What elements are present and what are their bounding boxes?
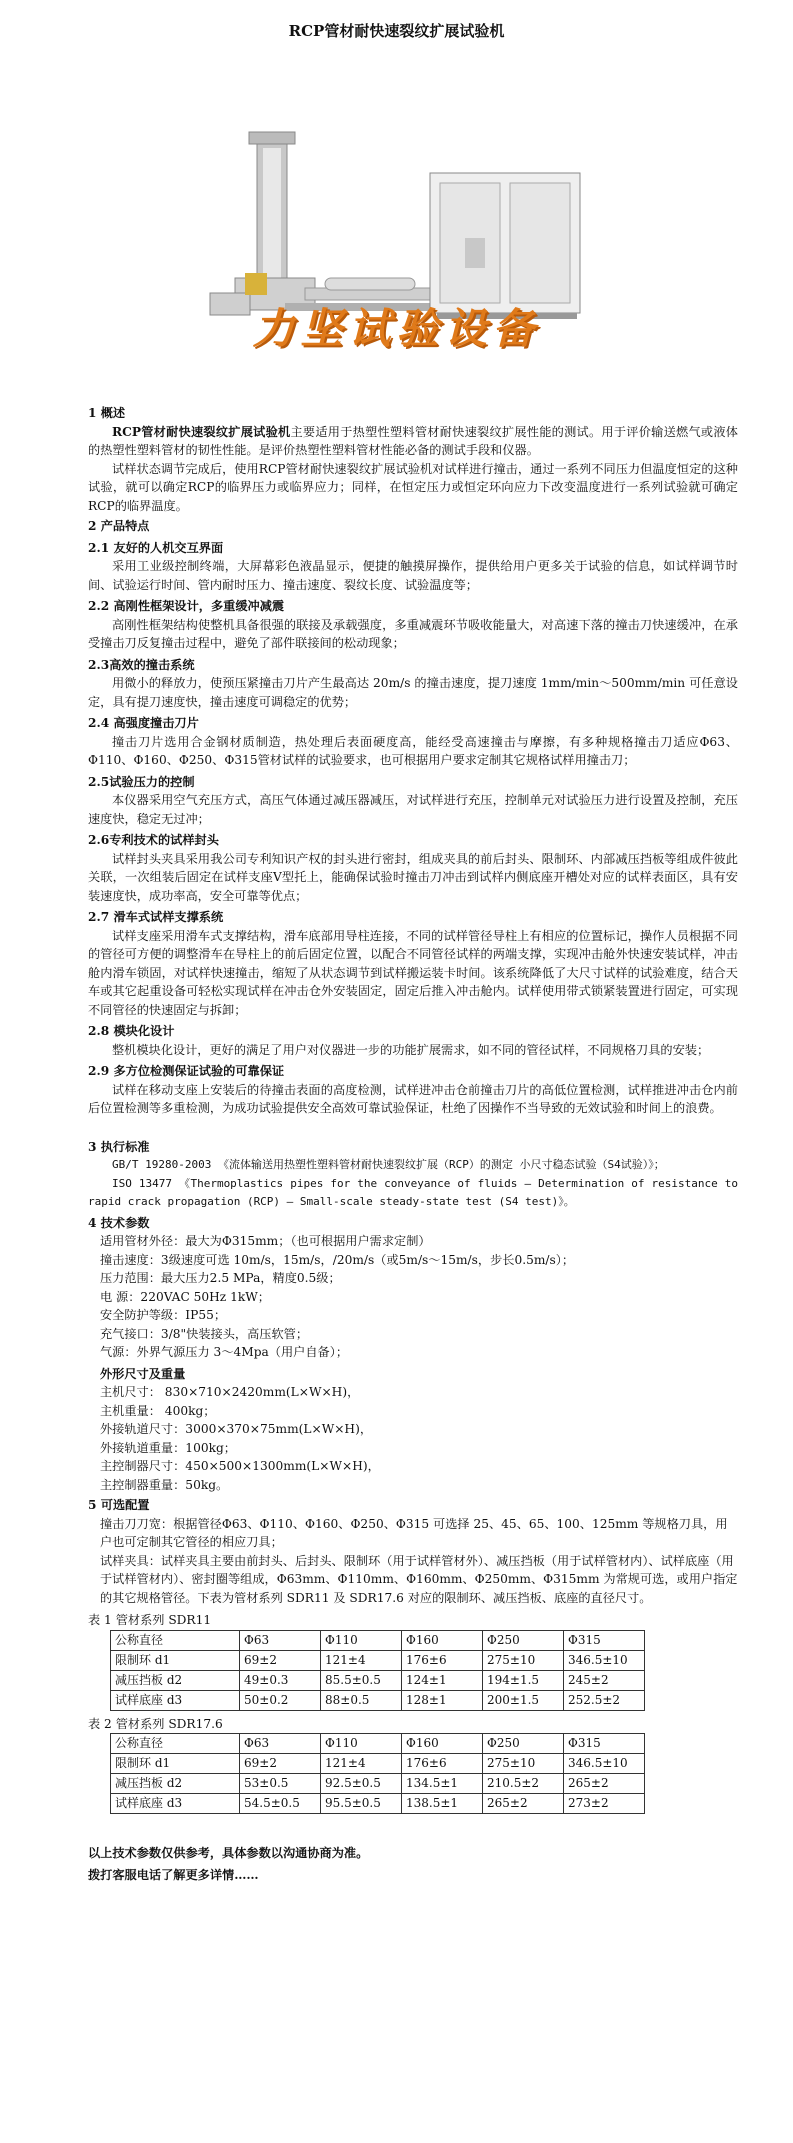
table-cell: 69±2: [240, 1650, 321, 1670]
feature-heading: 2.6专利技术的试样封头: [88, 833, 219, 847]
table-cell: 275±10: [483, 1650, 564, 1670]
table-row: [111, 1670, 645, 1690]
feature-heading: 2.9 多方位检测保证试验的可靠保证: [88, 1064, 285, 1078]
table-sdr17-6: [110, 1733, 645, 1814]
table-cell: 121±4: [321, 1754, 402, 1774]
param-line: 安全防护等级：IP55；: [100, 1308, 227, 1322]
feature-heading: 2.4 高强度撞击刀片: [88, 716, 199, 730]
table-cell: 92.5±0.5: [321, 1774, 402, 1794]
feature-text: 撞击刀片选用合金钢材质制造，热处理后表面硬度高，能经受高速撞击与摩擦，有多种规格撞击刀适应Φ63、Φ110、Φ160、Φ250、Φ315管材试样的试验要求，也可根据用户要求定制其它规格试样用撞击刀；: [88, 734, 738, 767]
overview-paragraph-1: [88, 423, 738, 460]
table-cell: Φ250: [483, 1630, 564, 1650]
table-cell: 限制环 d1: [111, 1650, 240, 1670]
feature-text: 试样封头夹具采用我公司专利知识产权的封头进行密封，组成夹具的前后封头、限制环、内部减压挡板等组成件彼此关联，一次组装后固定在试样支座Ⅴ型托上，能确保试验时撞击刀冲击到试样内侧底座开槽处对应的试样表面区，具有安装速度快，成功率高，安全可靠等优点；: [88, 851, 738, 903]
table-cell: 限制环 d1: [111, 1754, 240, 1774]
table-cell: Φ315: [564, 1630, 645, 1650]
table-cell: 85.5±0.5: [321, 1670, 402, 1690]
dimensions-heading: 外形尺寸及重量: [100, 1366, 186, 1381]
table-cell: 134.5±1: [402, 1774, 483, 1794]
dimension-line: 主控制器重量：50kg。: [100, 1477, 229, 1492]
table-cell: 273±2: [564, 1794, 645, 1814]
dimension-line: 主机尺寸： 830×710×2420mm(L×W×H)，: [100, 1385, 360, 1399]
option-knife: 撞击刀刀宽：根据管径Φ63、Φ110、Φ160、Φ250、Φ315 可选择 25、45、65、100、125mm 等规格刀具，用户也可定制其它管径的相应刀具；: [100, 1516, 728, 1549]
table-row: [111, 1650, 645, 1670]
table-header-row: [111, 1734, 645, 1754]
table-cell: 公称直径: [111, 1734, 240, 1754]
table-cell: 124±1: [402, 1670, 483, 1690]
feature-heading: 2.2 高刚性框架设计，多重缓冲减震: [88, 599, 285, 613]
table-cell: Φ110: [321, 1630, 402, 1650]
table-cell: 53±0.5: [240, 1774, 321, 1794]
table-cell: 252.5±2: [564, 1690, 645, 1710]
table-cell: 245±2: [564, 1670, 645, 1690]
table-cell: Φ110: [321, 1734, 402, 1754]
table2-caption: 表 2 管材系列 SDR17.6: [88, 1716, 223, 1731]
table-cell: 121±4: [321, 1650, 402, 1670]
table-cell: 95.5±0.5: [321, 1794, 402, 1814]
table-cell: 50±0.2: [240, 1690, 321, 1710]
dimension-line: 主控制器尺寸：450×500×1300mm(L×W×H)，: [100, 1459, 380, 1473]
table-row: [111, 1690, 645, 1710]
table-cell: Φ315: [564, 1734, 645, 1754]
param-line: 适用管材外径：最大为Φ315mm；（也可根据用户需求定制）: [100, 1234, 431, 1248]
table-cell: Φ250: [483, 1734, 564, 1754]
table-cell: 49±0.3: [240, 1670, 321, 1690]
brand-banner: 力坚试验设备: [252, 304, 541, 353]
page-title: RCP管材耐快速裂纹扩展试验机: [288, 22, 505, 40]
table-cell: 176±6: [402, 1650, 483, 1670]
table-cell: 346.5±10: [564, 1754, 645, 1774]
table-cell: Φ160: [402, 1734, 483, 1754]
table-cell: 200±1.5: [483, 1690, 564, 1710]
feature-text: 用微小的释放力，使预压紧撞击刀片产生最高达 20m/s 的撞击速度，提刀速度 1mm/min～500mm/min 可任意设定，具有提刀速度快，撞击速度可调稳定的优势；: [88, 676, 738, 709]
feature-text: 试样支座采用滑车式支撑结构，滑车底部用导柱连接，不同的试样管径导柱上有相应的位置标记，操作人员根据不同的管径可方便的调整滑车在导柱上的前后固定位置，以配合不同管径试样的两端支撑，实现冲击舱外快速安装试样，冲击舱内滑车锁固，对试样快速撞击，缩短了从状态调节到试样搬运装卡时间。该系统降低了大尺寸试样的试验难度，结合天车或其它起重设备可轻松实现试样在冲击仓外安装固定，固定后推入冲击舱内。试样使用带式锁紧装置进行固定，可实现不同管径的快速固定与拆卸；: [88, 928, 738, 1017]
standard-iso: ISO 13477 《Thermoplastics pipes for the conveyance of fluids — Determination of resistance to rapid crack propagation (RCP) — Small-scale steady-state test (S4 test)》。: [88, 1176, 738, 1208]
dimension-line: 外接轨道重量：100kg；: [100, 1440, 236, 1455]
section-overview-heading: 1 概述: [88, 406, 126, 420]
table-cell: 88±0.5: [321, 1690, 402, 1710]
table-cell: 346.5±10: [564, 1650, 645, 1670]
product-name: RCP管材耐快速裂纹扩展试验机: [112, 424, 291, 439]
dimension-line: 主机重量： 400kg；: [100, 1403, 216, 1418]
feature-text: 采用工业级控制终端，大屏幕彩色液晶显示，便捷的触摸屏操作，提供给用户更多关于试验的信息，如试样调节时间、试验运行时间、管内耐时压力、撞击速度、裂纹长度、试验温度等；: [88, 559, 738, 592]
param-line: 充气接口：3/8"快装接头，高压软管；: [100, 1326, 309, 1341]
table-cell: Φ160: [402, 1630, 483, 1650]
table-row: [111, 1754, 645, 1774]
table-cell: 210.5±2: [483, 1774, 564, 1794]
spec-content: [88, 402, 738, 1884]
table-row: [111, 1774, 645, 1794]
table-cell: 减压挡板 d2: [111, 1774, 240, 1794]
feature-heading: 2.3高效的撞击系统: [88, 657, 195, 672]
section-features-heading: 2 产品特点: [88, 519, 150, 533]
table-cell: 减压挡板 d2: [111, 1670, 240, 1690]
table-cell: 138.5±1: [402, 1794, 483, 1814]
table-header-row: [111, 1630, 645, 1650]
table1-caption: 表 1 管材系列 SDR11: [88, 1613, 212, 1627]
feature-heading: 2.8 模块化设计: [88, 1024, 175, 1038]
param-line: 电 源：220VAC 50Hz 1kW；: [100, 1289, 270, 1304]
feature-text: 整机模块化设计，更好的满足了用户对仪器进一步的功能扩展需求，如不同的管径试样，不同规格刀具的安装；: [112, 1042, 710, 1057]
param-line: 气源：外界气源压力 3～4Mpa（用户自备）；: [100, 1345, 349, 1359]
footer-note-params: 以上技术参数仅供参考，具体参数以沟通协商为准。: [88, 1846, 369, 1860]
feature-text: 本仪器采用空气充压方式，高压气体通过减压器减压，对试样进行充压，控制单元对试验压力进行设置及控制，充压速度快，稳定无过冲；: [88, 793, 738, 826]
table-cell: 265±2: [483, 1794, 564, 1814]
section-standards-heading: 3 执行标准: [88, 1139, 150, 1154]
table-cell: 公称直径: [111, 1630, 240, 1650]
table-cell: Φ63: [240, 1630, 321, 1650]
table-sdr11: [110, 1630, 645, 1711]
section-options-heading: 5 可选配置: [88, 1498, 150, 1512]
overview-text: 主要适用于热塑性塑料管材耐快速裂纹扩展性能的测试。用于评价输送燃气或液体的热塑性塑料管材的韧性性能。是评价热塑性塑料管材性能必备的测试手段和仪器。: [88, 424, 738, 457]
feature-text: 试样在移动支座上安装后的待撞击表面的高度检测，试样进冲击仓前撞击刀片的高低位置检测，试样推进冲击仓内前后位置检测等多重检测，为成功试验提供安全高效可靠试验保证，杜绝了因操作不当导致的无效试验和时间上的浪费。: [88, 1082, 738, 1115]
table-cell: 194±1.5: [483, 1670, 564, 1690]
feature-heading: 2.7 滑车式试样支撑系统: [88, 910, 224, 924]
table-cell: 176±6: [402, 1754, 483, 1774]
feature-text: 高刚性框架结构使整机具备很强的联接及承载强度，多重减震环节吸收能量大，对高速下落的撞击刀快速缓冲，在承受撞击刀反复撞击过程中，避免了部件联接间的松动现象；: [88, 617, 738, 650]
table-cell: 275±10: [483, 1754, 564, 1774]
section-params-heading: 4 技术参数: [88, 1215, 150, 1230]
feature-heading: 2.1 友好的人机交互界面: [88, 540, 224, 555]
table-cell: Φ63: [240, 1734, 321, 1754]
table-cell: 试样底座 d3: [111, 1794, 240, 1814]
table-cell: 128±1: [402, 1690, 483, 1710]
table-cell: 54.5±0.5: [240, 1794, 321, 1814]
dimension-line: 外接轨道尺寸：3000×370×75mm(L×W×H)，: [100, 1422, 373, 1436]
table-row: [111, 1794, 645, 1814]
param-line: 撞击速度：3级速度可选 10m/s，15m/s，/20m/s（或5m/s～15m/s，步长0.5m/s）；: [100, 1252, 575, 1267]
footer-note-contact: 拨打客服电话了解更多详情……: [88, 1867, 259, 1882]
table-cell: 69±2: [240, 1754, 321, 1774]
feature-heading: 2.5试验压力的控制: [88, 774, 195, 789]
param-line: 压力范围：最大压力2.5 MPa，精度0.5级；: [100, 1271, 341, 1285]
standard-gb: GB/T 19280-2003 《流体输送用热塑性塑料管材耐快速裂纹扩展（RCP）的测定 小尺寸稳态试验（S4试验）》；: [112, 1158, 665, 1171]
option-fixture: 试样夹具：试样夹具主要由前封头、后封头、限制环（用于试样管材外）、减压挡板（用于试样管材内）、试样底座（用于试样管材内）、密封圈等组成，Φ63mm、Φ110mm、Φ160mm、Φ250mm、Φ315mm 为常规可选，或用户指定的其它规格管径。下表为管材系列 SDR11 及 SDR17.6 对应的限制环、减压挡板、底座的直径尺寸。: [100, 1553, 738, 1605]
overview-paragraph-2: 试样状态调节完成后，使用RCP管材耐快速裂纹扩展试验机对试样进行撞击，通过一系列不同压力但温度恒定的这种试验，就可以确定RCP的临界压力或临界应力；同样，在恒定压力或恒定环向应力下改变温度进行一系列试验就可确定RCP的临界温度。: [88, 461, 738, 513]
table-cell: 试样底座 d3: [111, 1690, 240, 1710]
table-cell: 265±2: [564, 1774, 645, 1794]
